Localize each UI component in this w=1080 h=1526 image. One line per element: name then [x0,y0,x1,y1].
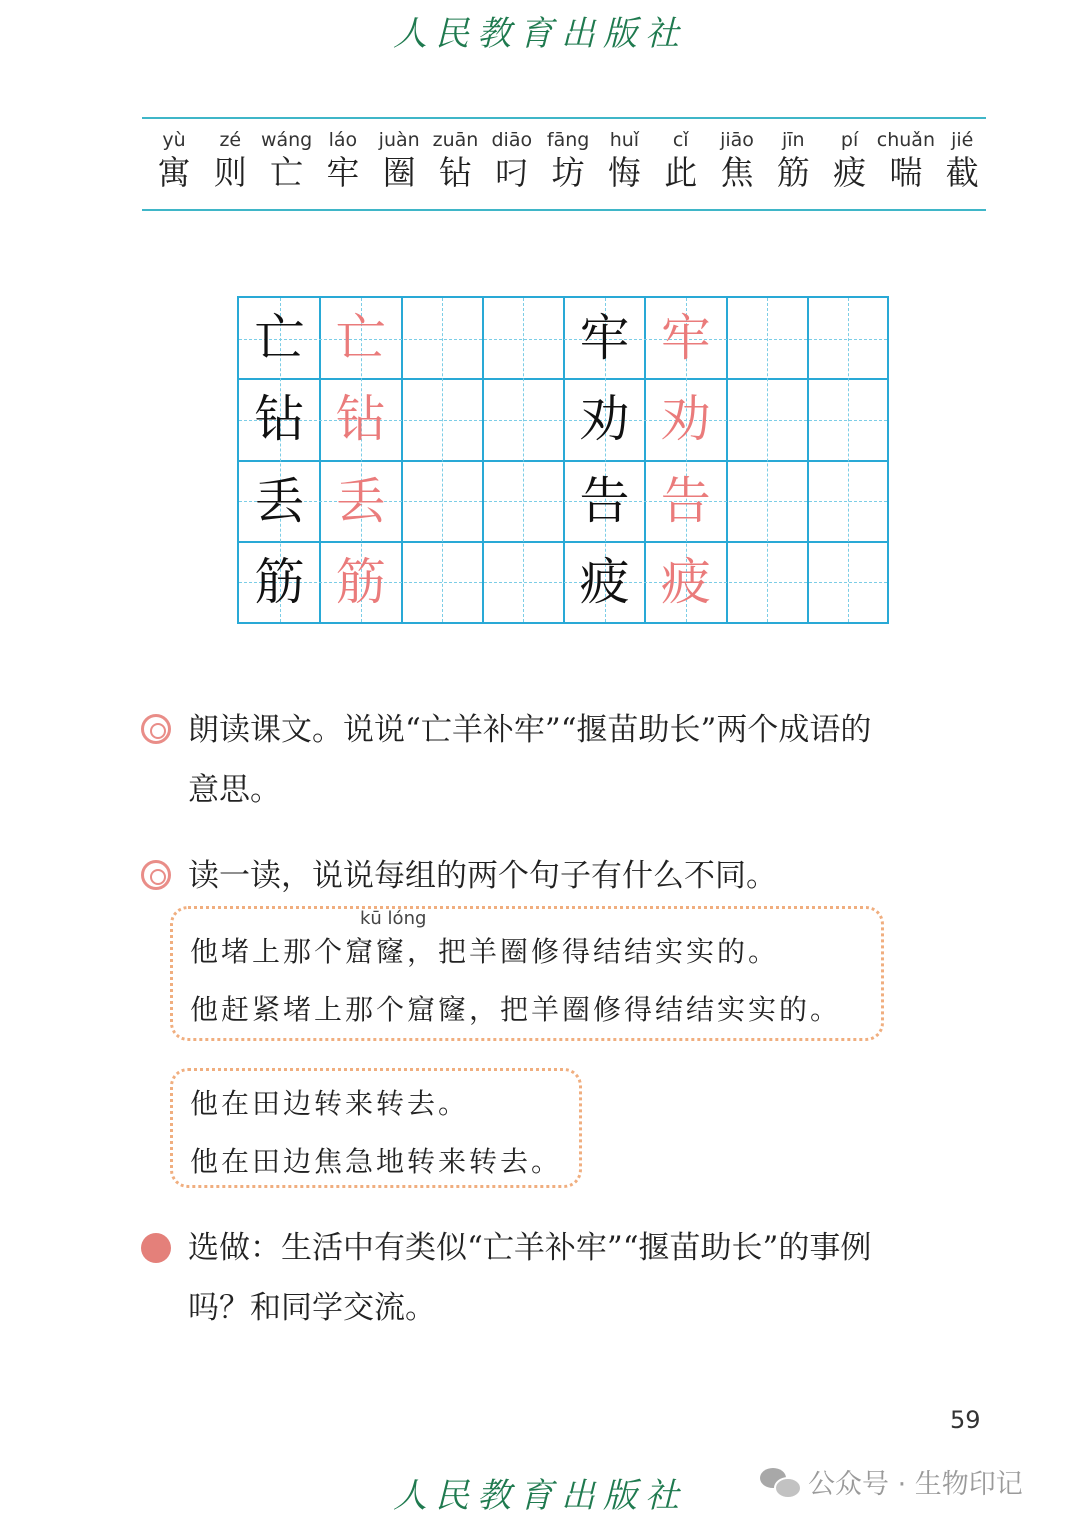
vocab-hanzi: 叼 [495,153,529,192]
trace-character: 钻 [335,390,386,449]
exercise-3-line2: 吗？和同学交流。 [188,1290,436,1326]
exercise-1 [188,700,988,820]
vocab-pinyin: zé [219,129,242,151]
vocab-hanzi: 亡 [270,153,304,192]
vocab-pinyin: fāng [546,129,590,151]
trace-character: 亡 [335,309,386,367]
sentence-1a: 他堵上那个窟窿，把羊圈修得结结实实的。 [190,935,780,968]
vocab-item [594,119,654,193]
model-character: 筋 [254,552,305,611]
vocab-pinyin: wáng [260,129,313,151]
vocab-pinyin: láo [328,129,358,151]
grid-guide-line [767,298,768,622]
vocab-pinyin: yù [162,129,186,151]
vocab-hanzi: 筋 [776,153,810,192]
vocab-hanzi: 悔 [607,153,641,192]
vocab-item [426,119,486,193]
vocab-item [876,119,936,193]
vocabulary-band [142,117,986,211]
sentence-1b: 他赶紧堵上那个窟窿，把羊圈修得结结实实的。 [190,993,842,1026]
optional-exercise-bullet-icon [141,1233,171,1263]
model-character: 亡 [254,309,305,367]
vocab-pinyin: jié [951,129,974,151]
vocab-pinyin: pí [840,129,859,151]
trace-character: 劝 [660,390,711,449]
vocab-item [313,119,373,193]
vocab-pinyin: huǐ [609,129,640,151]
exercise-1-line1: 朗读课文。说说“亡羊补牢”“揠苗助长”两个成语的 [188,712,872,748]
model-character: 疲 [579,552,630,611]
trace-character: 牢 [660,309,711,367]
model-character: 钻 [254,390,305,449]
vocab-item [651,119,711,193]
sentence-2b: 他在田边焦急地转来转去。 [190,1145,563,1178]
vocab-pinyin: jīn [781,129,805,151]
model-character: 劝 [579,390,630,449]
trace-character: 筋 [335,552,386,611]
sentence-2a: 他在田边转来转去。 [190,1087,470,1120]
vocab-item [200,119,260,193]
exercise-2-instruction: 读一读，说说每组的两个句子有什么不同。 [188,858,777,894]
vocab-item [144,119,204,193]
vocab-hanzi: 寓 [157,153,191,192]
vocab-item [932,119,992,193]
vocab-item [820,119,880,193]
vocab-pinyin: zuān [432,129,479,151]
publisher-footer: 人民教育出版社 [393,1476,687,1516]
vocab-pinyin: diāo [491,129,533,151]
vocab-hanzi: 牢 [326,153,360,192]
vocab-item [369,119,429,193]
vocab-hanzi: 截 [945,153,979,192]
model-character: 丢 [254,471,305,530]
trace-character: 丢 [335,471,386,530]
grid-guide-line [848,298,849,622]
exercise-3-line1: 选做：生活中有类似“亡羊补牢”“揠苗助长”的事例 [188,1230,872,1266]
page-number: 59 [950,1406,981,1434]
trace-character: 告 [660,471,711,530]
vocab-item [707,119,767,193]
vocab-hanzi: 则 [213,153,247,192]
vocab-hanzi: 喘 [889,153,923,192]
character-writing-grid [237,296,889,624]
vocab-item [482,119,542,193]
vocab-hanzi: 焦 [720,153,754,192]
vocab-pinyin: chuǎn [876,129,935,151]
grid-guide-line [523,298,524,622]
exercise-1-line2: 意思。 [188,772,281,808]
exercise-bullet-icon [141,860,171,890]
publisher-header: 人民教育出版社 [393,14,687,54]
trace-character: 疲 [660,552,711,611]
vocab-pinyin: juàn [378,129,420,151]
vocab-hanzi: 圈 [382,153,416,192]
wechat-icon [760,1466,800,1498]
vocab-pinyin: jiāo [720,129,754,151]
watermark [760,1462,1023,1501]
vocab-hanzi: 钻 [439,153,472,192]
vocab-item [538,119,598,193]
vocab-hanzi: 此 [664,153,698,192]
vocab-hanzi: 疲 [833,153,867,192]
vocab-pinyin: cǐ [672,129,689,151]
exercise-bullet-icon [141,714,171,744]
model-character: 牢 [579,309,630,367]
watermark-text: 公众号 · 生物印记 [808,1469,1023,1500]
grid-guide-line [442,298,443,622]
model-character: 告 [579,471,630,530]
exercise-3 [188,1218,988,1338]
pinyin-annotation: kū lóng [360,908,427,929]
vocab-hanzi: 坊 [551,153,585,192]
vocab-item [257,119,317,193]
vocab-item [763,119,823,193]
